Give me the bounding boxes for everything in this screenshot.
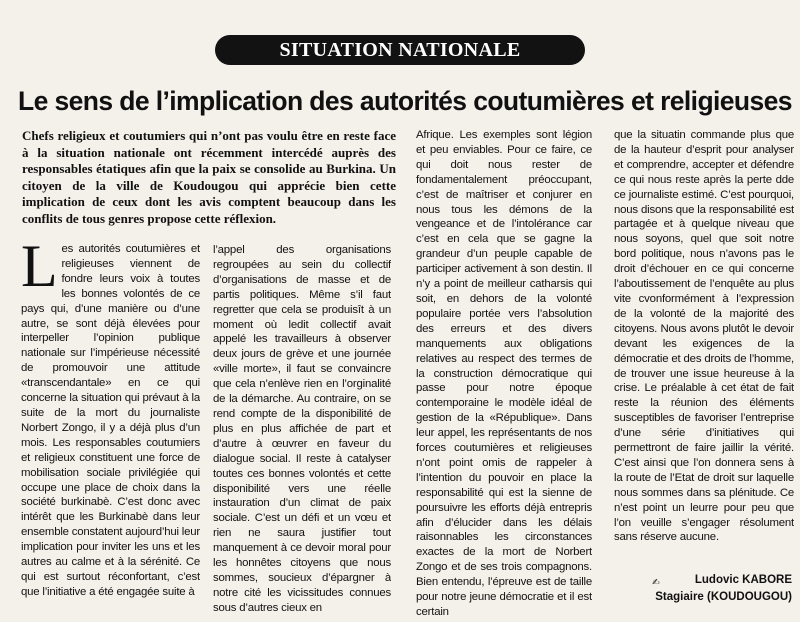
article-column-3 [416, 128, 592, 622]
column-3-text: Afrique. Les exemples sont légion et peu enviables. Pour ce faire, ce qui doit nous rester de fondamentalement préoccupant, c’est de maîtriser et conjurer en nous tous les démons de la vengeance et de l’intolérance car c’est en cela que se gagne la grandeur d’un peuple capable de participer activement à son destin. Il n’y a point de meilleur catharsis qui soit, en dehors de la volonté populaire portée vers l’absolution des erreurs et des divers manquements aux obligations relatives au respect des termes de la construction démocratique qui passe pour notre époque contemporaine le modèle idéal de gestion de la «République». Dans leur appel, les représentants de nos forces coutumières et religieuses n’ont point omis de rappeler à l’intention du pouvoir en place la responsabilité qui est la sienne de poursuivre les efforts déjà entrepris afin d’élucider dans les délais raisonnables les circonstances exactes de la mort de Norbert Zongo et de ses trois compagnons. Bien entendu, l’épreuve est de taille pour notre jeune démocratie et il est certain [416, 129, 592, 618]
drop-cap: L [21, 242, 58, 299]
article-column-2 [213, 243, 391, 622]
article-headline: Le sens de l’implication des autorités coutumières et religieuses [18, 86, 792, 116]
section-rubric: SITUATION NATIONALE [215, 35, 585, 65]
article-lead: Chefs religieux et coutumiers qui n’ont pas voulu être en reste face à la situation nationale ont récemment intercédé auprès des responsables étatiques afin que la paix se consolide au Burkina. Un citoyen de la ville de Koudougou qui apprécie bien cette implication de ceux dont les avis comptent beaucoup dans les conflits de tous genres propose cette réflexion. [22, 128, 396, 226]
article-column-1 [21, 242, 200, 622]
author-name: Ludovic KABORE [694, 574, 792, 586]
column-1-text: es autorités coutumières et religieuses viennent de fondre leurs voix à toutes les bonnes volontés de ce pays qui, d’une manière ou d’une autre, se sont déjà élevées pour interpeller l’opinion publique nationale sur l’impérieuse nécessité de promouvoir une attitude «transcendantale» en ce qui concerne la situation qui prévaut à la suite de la mort du journaliste Norbert Zongo, il y a déjà plus d’un mois. Les responsables coutumiers et religieux constituent une force de mobilisation sociale privilégiée qui occupe une place de choix dans la société burkinabè. C’est donc avec intérêt que les Burkinabè dans leur ensemble constatent aujourd’hui leur implication pour inviter les uns et les autres au calme et à la sérénité. Ce qui est surtout réconfortant, c’est que l’initiative a été engagée suite à [21, 243, 200, 598]
author-role: Stagiaire (KOUDOUGOU) [655, 591, 792, 603]
column-2-text: l’appel des organisations regroupées au sein du collectif d’organisations de masse et de partis politiques. Même s’il faut regretter que cela se produisît à un moment où ledit collectif avait appelé les travailleurs à observer deux jours de grève et une journée «ville morte», il faut se convaincre que cela n’enlève rien en l’orginalité de la démarche. Au contraire, on se rend compte de la disponibilité de plus en plus affichée de part et d’autre à œuvrer en faveur du dialogue social. Il reste à catalyser toutes ces bonnes volontés et cette disponibilité vers une réelle instauration d’un climat de paix sociale. C’est un défi et un vœu et rien ne saura justifier tout manquement à ce devoir moral pour les honnêtes citoyens que nous sommes, soucieux d’épargner à notre cité les vicissitudes connues sous d’autres cieux en [213, 244, 391, 614]
pen-icon: ✍ [652, 578, 660, 588]
article-column-4 [614, 128, 794, 558]
column-4-text: que la situatin commande plus que de la hauteur d’esprit pour analyser et comprendre, accepter et défendre ce qui nous reste après la perte dde ce journaliste estimé. C’est pourquoi, nous disons que la responsabilité est partagée et à quelque niveau que nous soyons, quel que soit notre bord politique, nous n’avons pas le droit d’échouer en ce qui concerne l’aboutissement de l’enquête au plus vite cvonformément à l’expression de la volonté de la majorité des citoyens. Nous avons plutôt le devoir devant les exigences de la démocratie et des droits de l’homme, de trouver une issue heureuse à la crise. Le préalable à cet état de fait reste la réunion des éléments susceptibles de favoriser l’entreprise d’une série d’initiatives qui permettront de faire jaillir la vérité. C’est ainsi que l’on donnera sens à la route de l’Etat de droit sur laquelle nous sommes dans sa plénitude. Ce n’est point un leurre pour peu que l’on veuille s’engager résolument sans réserve aucune. [614, 129, 794, 544]
